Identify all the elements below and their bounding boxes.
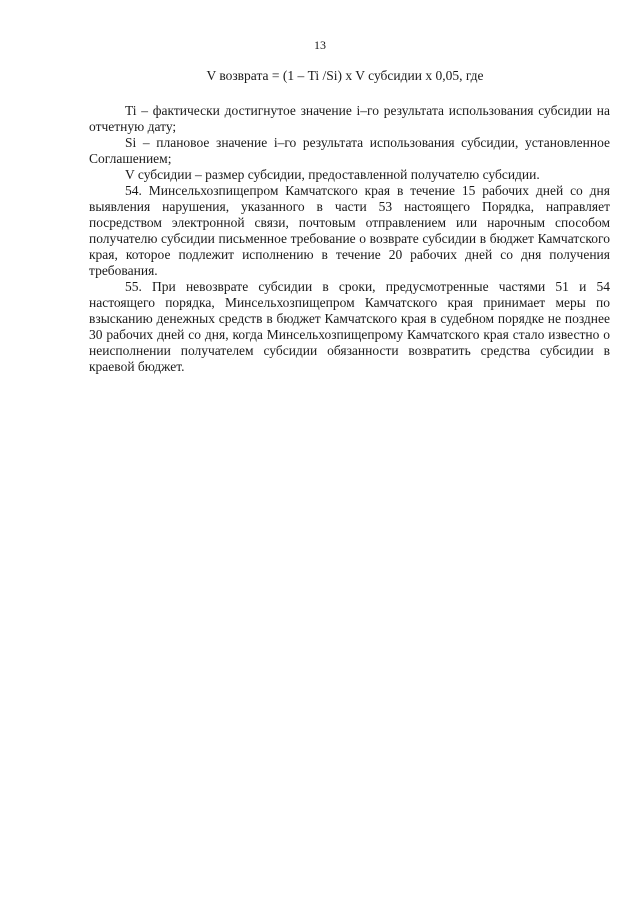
document-body: [89, 103, 610, 375]
paragraph-55: 55. При невозврате субсидии в сроки, предусмотренные частями 51 и 54 настоящего порядка, Минсельхозпищепром Камчатского края принимает меры по взысканию денежных средств в бюджет Камчатского края в судебном порядке не позднее 30 рабочих дней со дня, когда Минсельхозпищепрому Камчатского края стало известно о неисполнении получателем субсидии обязанности возвратить средства субсидии в краевой бюджет.: [89, 279, 610, 374]
paragraph-si-definition: Si – плановое значение i–го результата использования субсидии, установленное Соглашением;: [89, 135, 610, 166]
paragraph-v-definition: V субсидии – размер субсидии, предоставленной получателю субсидии.: [125, 167, 540, 182]
paragraph-54: 54. Минсельхозпищепром Камчатского края в течение 15 рабочих дней со дня выявления нарушения, указанного в части 53 настоящего Порядка, направляет посредством электронной связи, почтовым отправлением или нарочным способом получателю субсидии письменное требование о возврате субсидии в бюджет Камчатского края, которое подлежит исполнению в течение 20 рабочих дней со дня получения требования.: [89, 183, 610, 278]
paragraph-ti-definition: Ti – фактически достигнутое значение i–го результата использования субсидии на отчетную дату;: [89, 103, 610, 134]
refund-formula: V возврата = (1 – Ti /Si) x V субсидии x 0,05, где: [206, 68, 484, 83]
page-number: 13: [314, 38, 326, 52]
